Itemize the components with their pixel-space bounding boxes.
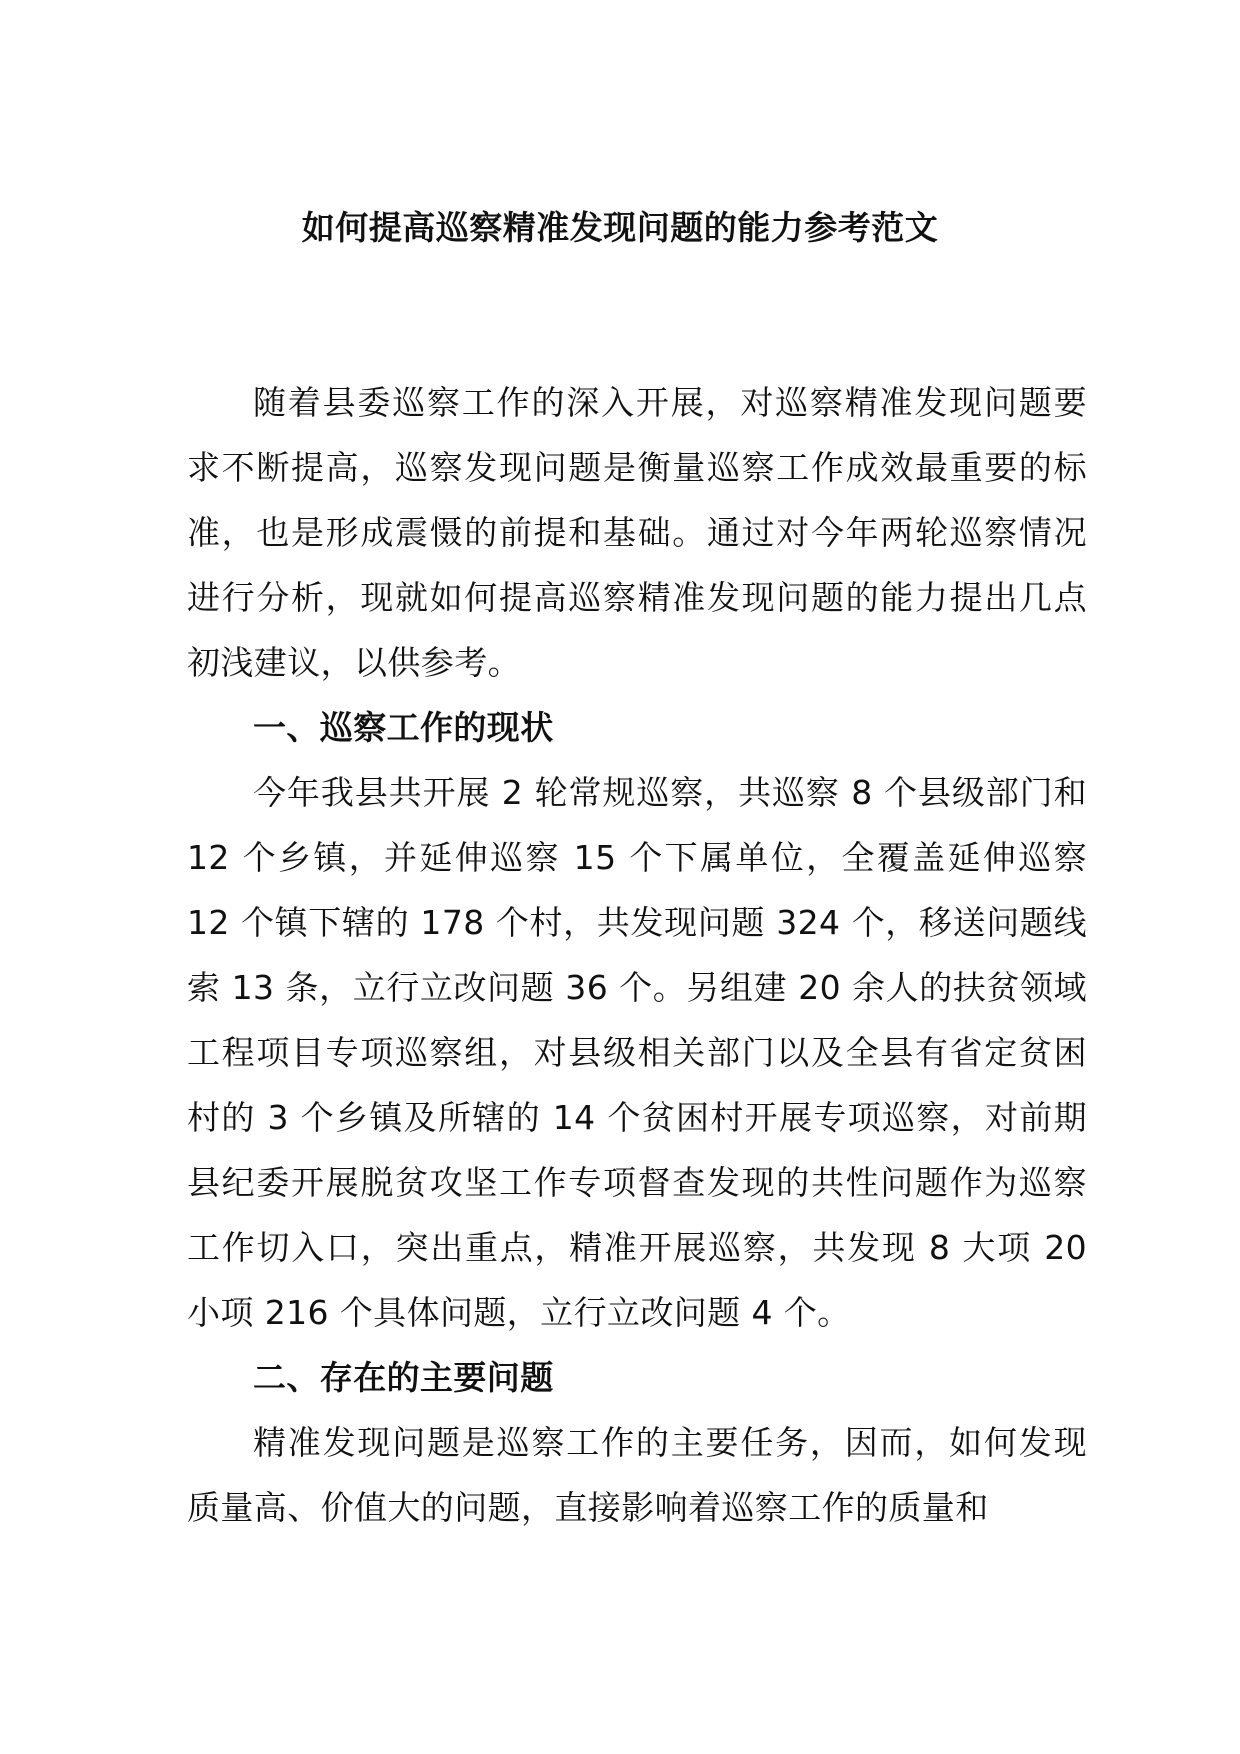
document-title: 如何提高巡察精准发现问题的能力参考范文	[301, 208, 939, 247]
section-heading-main-problems: 二、存在的主要问题	[253, 1358, 554, 1397]
intro-paragraph: 随着县委巡察工作的深入开展，对巡察精准发现问题要求不断提高，巡察发现问题是衡量巡察工作成效最重要的标准，也是形成震慑的前提和基础。通过对今年两轮巡察情况进行分析，现就如何提高巡察精准发现问题的能力提出几点初浅建议，以供参考。	[187, 383, 1087, 682]
status-paragraph: 今年我县共开展 2 轮常规巡察，共巡察 8 个县级部门和 12 个乡镇，并延伸巡察 15 个下属单位，全覆盖延伸巡察 12 个镇下辖的 178 个村，共发现问题 324 个，移送问题线索 13 条，立行立改问题 36 个。另组建 20 余人的扶贫领域工程项目专项巡察组，对县级相关部门以及全县有省定贫困村的 3 个乡镇及所辖的 14 个贫困村开展专项巡察，对前期县纪委开展脱贫攻坚工作专项督查发现的共性问题作为巡察工作切入口，突出重点，精准开展巡察，共发现 8 大项 20 小项 216 个具体问题，立行立改问题 4 个。	[187, 773, 1087, 1332]
document-body	[187, 370, 1087, 1540]
problems-paragraph: 精准发现问题是巡察工作的主要任务，因而，如何发现质量高、价值大的问题，直接影响着巡察工作的质量和	[187, 1423, 1087, 1527]
section-heading-current-status: 一、巡察工作的现状	[253, 708, 554, 747]
